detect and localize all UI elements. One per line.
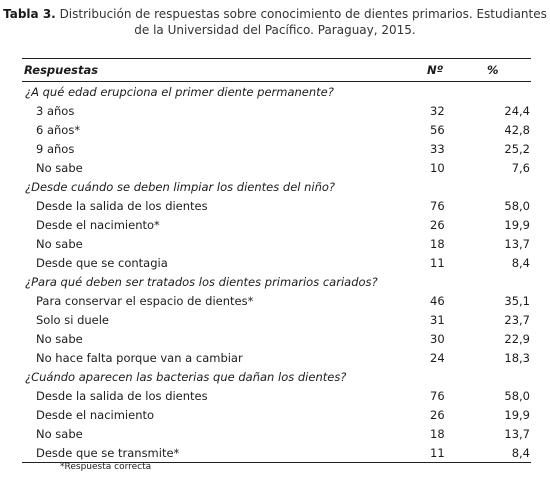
caption-label: Tabla 3.	[3, 7, 56, 21]
percent-cell: 58,0	[504, 388, 530, 403]
question-row	[22, 272, 531, 291]
percent-cell: 19,9	[504, 217, 530, 232]
table-row	[22, 139, 531, 158]
percent-cell: 7,6	[511, 160, 530, 175]
count-cell: 26	[430, 407, 445, 422]
count-cell: 18	[430, 236, 445, 251]
percent-cell: 8,4	[511, 255, 530, 270]
table-row	[22, 215, 531, 234]
percent-cell: 13,7	[504, 426, 530, 441]
answer-label: Desde la salida de los dientes	[36, 198, 208, 213]
count-cell: 32	[430, 103, 445, 118]
percent-cell: 58,0	[504, 198, 530, 213]
question-row	[22, 82, 531, 102]
table-header-row	[22, 59, 531, 82]
table-row	[22, 234, 531, 253]
table-row	[22, 443, 531, 463]
percent-cell: 8,4	[472, 443, 531, 463]
footnote: *Respuesta correcta	[60, 462, 152, 472]
count-cell: 76	[430, 388, 445, 403]
table-row	[22, 291, 531, 310]
table-row	[22, 101, 531, 120]
table-row	[22, 329, 531, 348]
percent-cell: 35,1	[504, 293, 530, 308]
caption-line-1	[0, 6, 550, 22]
answer-label: No sabe	[36, 236, 83, 251]
answer-label: Desde la salida de los dientes	[36, 388, 208, 403]
percent-cell: 23,7	[504, 312, 530, 327]
table-row	[22, 196, 531, 215]
answer-label: Desde que se contagia	[36, 255, 168, 270]
answer-label: No hace falta porque van a cambiar	[36, 350, 243, 365]
count-cell: 46	[430, 293, 445, 308]
table-row	[22, 158, 531, 177]
count-cell: 31	[430, 312, 445, 327]
count-cell: 26	[430, 217, 445, 232]
answer-label: Desde el nacimiento	[36, 407, 155, 422]
count-cell: 33	[430, 141, 445, 156]
count-cell: 11	[422, 443, 472, 463]
answer-label: No sabe	[36, 331, 83, 346]
question-row	[22, 367, 531, 386]
question-row	[22, 177, 531, 196]
table-row	[22, 348, 531, 367]
question-text: ¿Desde cuándo se deben limpiar los dientes del niño?	[25, 179, 336, 194]
table-row	[22, 253, 531, 272]
header-n: Nº	[422, 59, 472, 82]
percent-cell: 42,8	[504, 122, 530, 137]
table-caption	[0, 6, 550, 38]
count-cell: 30	[430, 331, 445, 346]
count-cell: 24	[430, 350, 445, 365]
table-row	[22, 424, 531, 443]
table-row	[22, 120, 531, 139]
answer-label: Solo si duele	[36, 312, 109, 327]
percent-cell: 19,9	[504, 407, 530, 422]
question-text: ¿A qué edad erupciona el primer diente permanente?	[25, 84, 334, 99]
count-cell: 11	[430, 255, 445, 270]
question-text: ¿Cuándo aparecen las bacterias que dañan los dientes?	[25, 369, 347, 384]
percent-cell: 18,3	[504, 350, 530, 365]
answer-label: Desde que se transmite*	[22, 443, 422, 463]
count-cell: 76	[430, 198, 445, 213]
count-cell: 56	[430, 122, 445, 137]
percent-cell: 22,9	[504, 331, 530, 346]
count-cell: 10	[430, 160, 445, 175]
table-body	[22, 82, 531, 463]
header-pct: %	[472, 59, 531, 82]
answer-label: No sabe	[36, 426, 83, 441]
count-cell: 18	[430, 426, 445, 441]
header-respuestas: Respuestas	[22, 59, 422, 82]
answer-label: Desde el nacimiento*	[36, 217, 160, 232]
answer-label: 9 años	[36, 141, 75, 156]
responses-table	[22, 58, 531, 463]
percent-cell: 13,7	[504, 236, 530, 251]
percent-cell: 24,4	[504, 103, 530, 118]
table-row	[22, 310, 531, 329]
answer-label: No sabe	[36, 160, 83, 175]
question-text: ¿Para qué deben ser tratados los dientes primarios cariados?	[25, 274, 378, 289]
percent-cell: 25,2	[504, 141, 530, 156]
answer-label: Para conservar el espacio de dientes*	[36, 293, 254, 308]
answer-label: 6 años*	[36, 122, 81, 137]
table-row	[22, 386, 531, 405]
table-row	[22, 405, 531, 424]
answer-label: 3 años	[36, 103, 75, 118]
caption-text-1: Distribución de respuestas sobre conocimiento de dientes primarios. Estudiantes	[59, 7, 547, 21]
caption-line-2: de la Universidad del Pacífico. Paraguay, 2015.	[134, 23, 416, 37]
